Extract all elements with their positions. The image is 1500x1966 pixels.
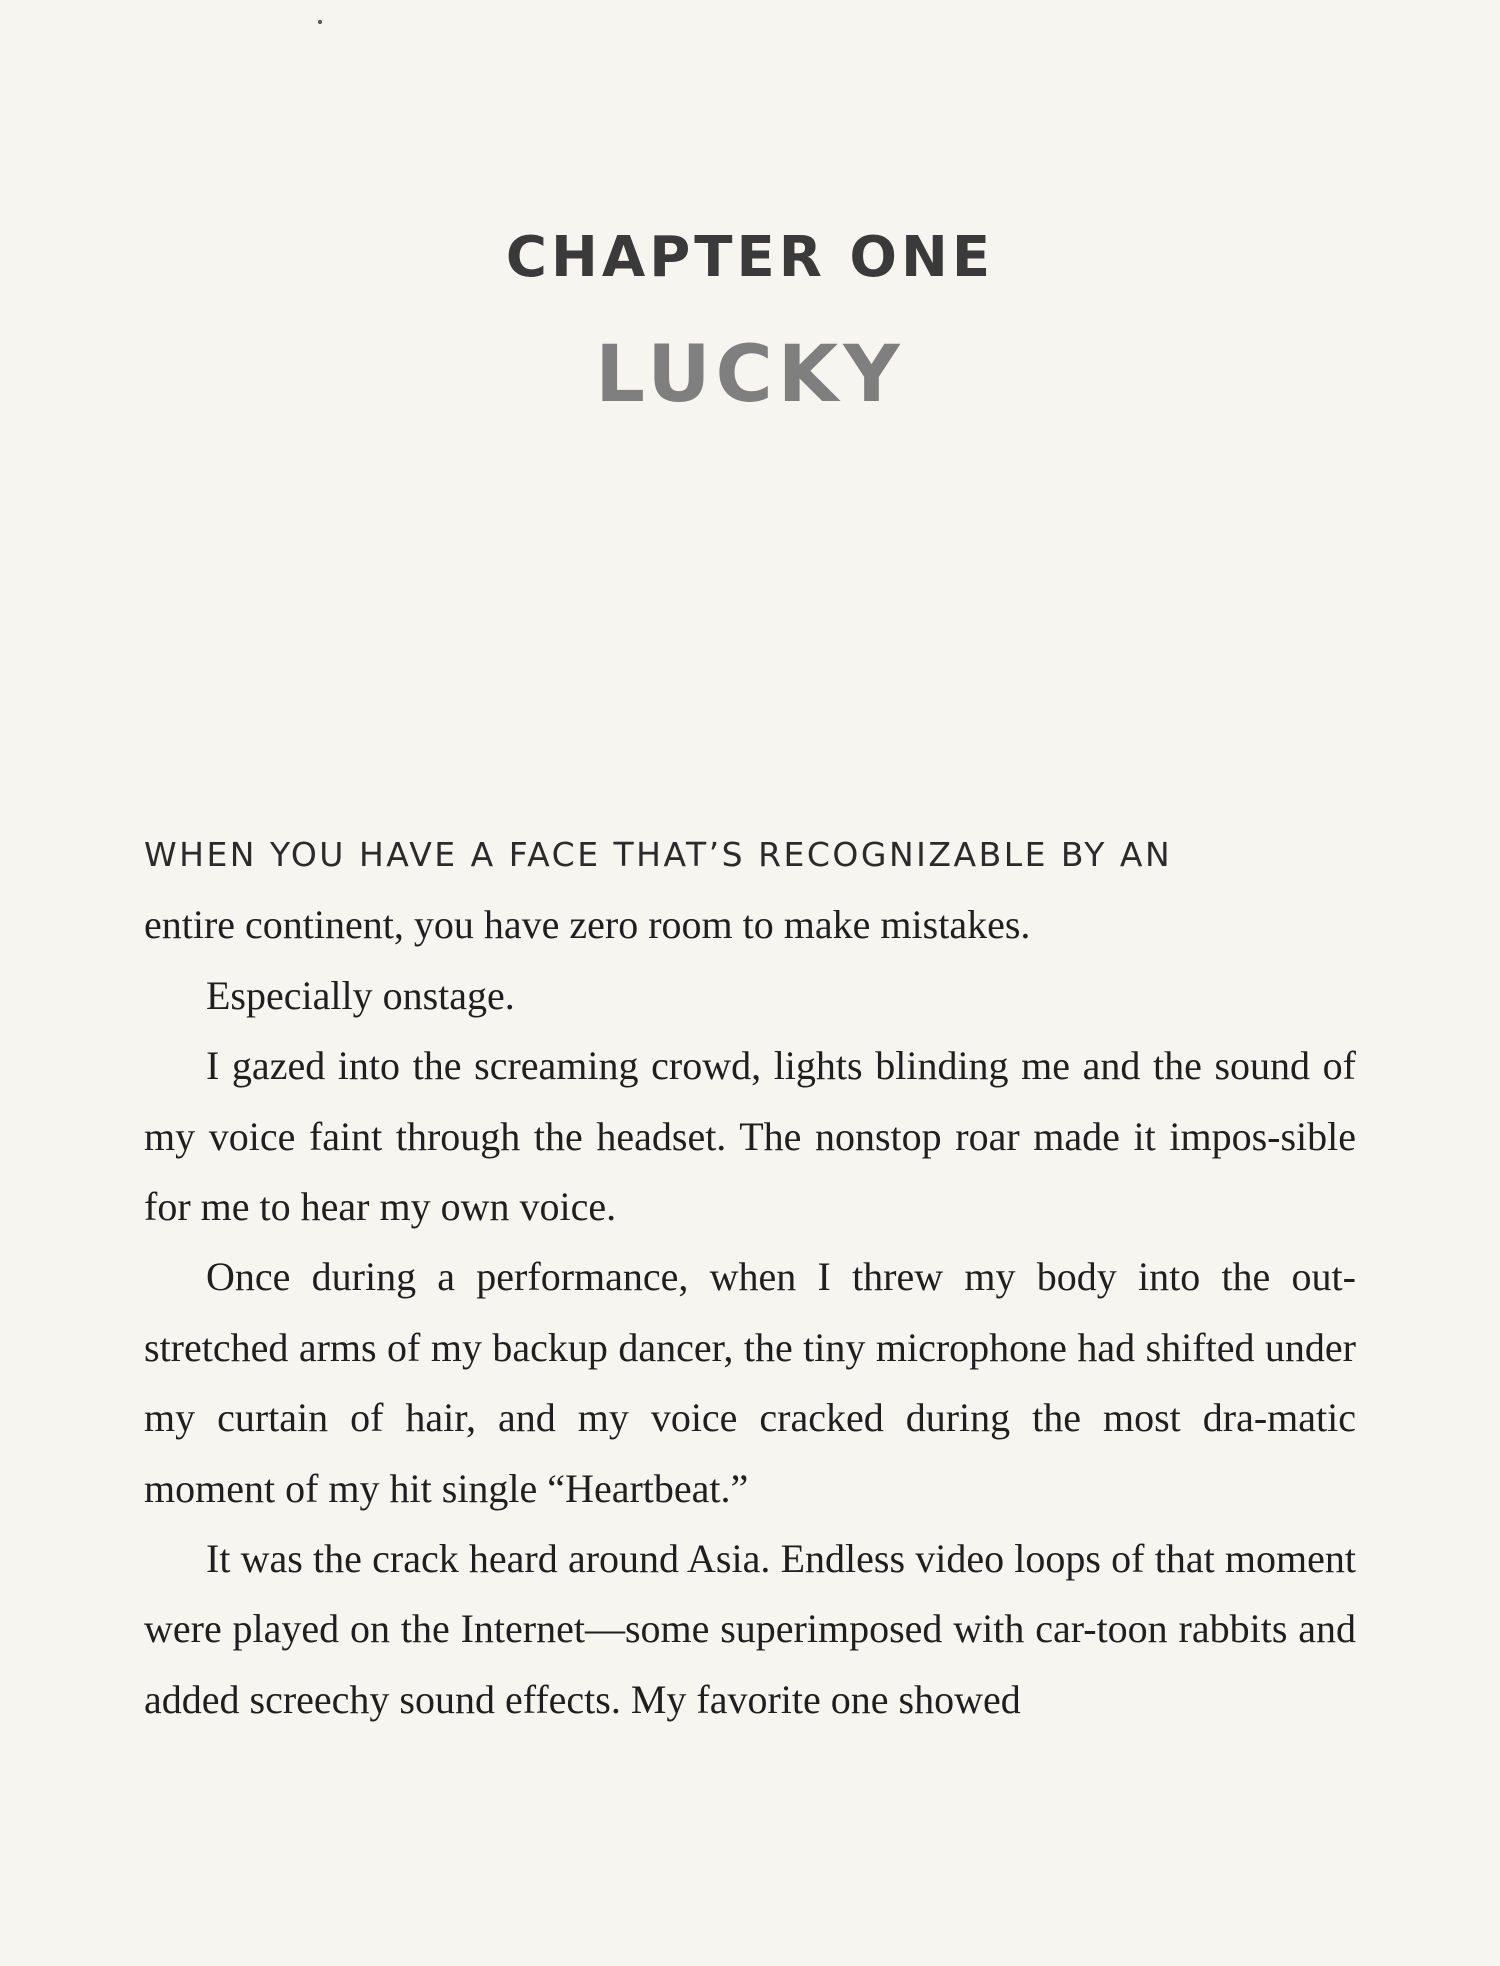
ink-speck (318, 20, 322, 24)
chapter-label: CHAPTER ONE (505, 225, 995, 290)
chapter-title: LUCKY (595, 330, 905, 420)
paragraph: It was the crack heard around Asia. Endless video loops of that moment were played on the Internet—some superimposed with car-toon rabbits and added screechy sound effects. My favorite one showed (144, 1536, 1356, 1722)
paragraph: Especially onstage. (206, 972, 515, 1018)
body-text (144, 818, 1356, 1735)
paragraph: Once during a performance, when I threw my body into the out-stretched arms of my backup dancer, the tiny microphone had shifted under my curtain of hair, and my voice cracked during the most dra-matic moment of my hit single “Heartbeat.” (144, 1254, 1356, 1511)
opening-paragraph (144, 818, 1356, 961)
opening-rest: entire continent, you have zero room to make mistakes. (144, 902, 1031, 948)
paragraph: I gazed into the screaming crowd, lights blinding me and the sound of my voice faint through the headset. The nonstop roar made it impos-sible for me to hear my own voice. (144, 1043, 1356, 1230)
opening-caps: WHEN YOU HAVE A FACE THAT’S RECOGNIZABLE BY AN (144, 835, 1173, 874)
